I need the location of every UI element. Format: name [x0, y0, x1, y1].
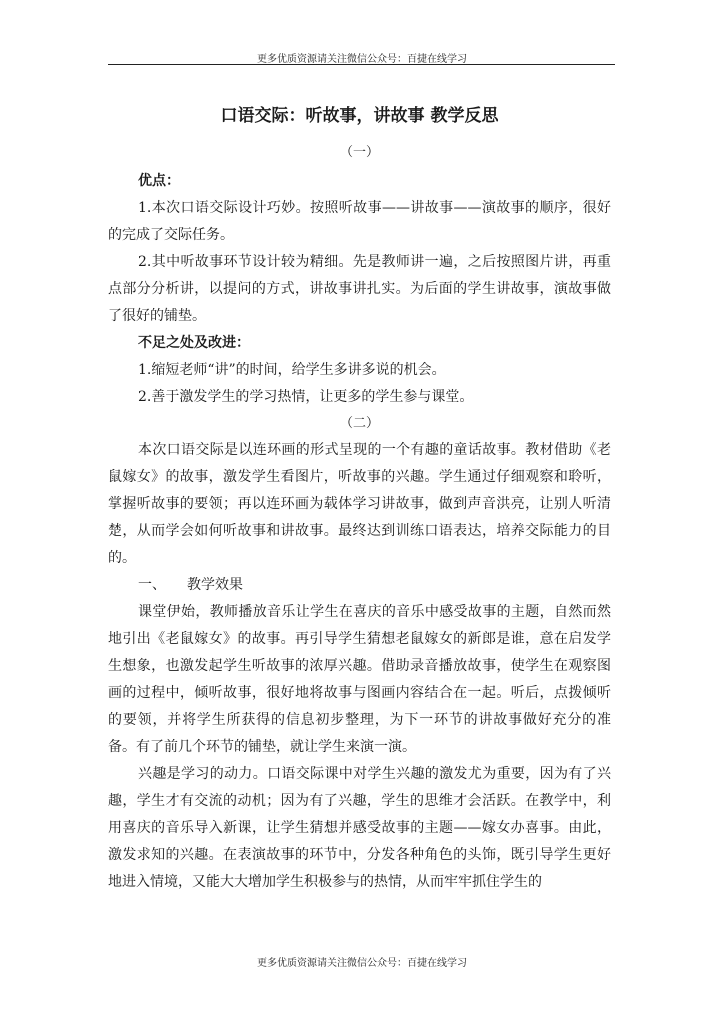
- improvement-item-2: 2.善于激发学生的学习热情，让更多的学生参与课堂。: [138, 389, 474, 405]
- footer-note: 更多优质资源请关注微信公众号：百捷在线学习: [257, 958, 467, 969]
- teaching-effect-heading: 一、 教学效果: [138, 577, 243, 593]
- improvement-heading: 不足之处及改进：: [138, 335, 250, 351]
- section-two-label: （二）: [339, 416, 379, 431]
- improvement-item-1: 1.缩短老师“讲”的时间，给学生多讲多说的机会。: [138, 362, 446, 378]
- document-title: 口语交际：听故事，讲故事 教学反思: [220, 106, 499, 126]
- strengths-heading: 优点：: [138, 173, 180, 189]
- document-body: [108, 100, 611, 896]
- section-two-intro: 本次口语交际是以连环画的形式呈现的一个有趣的童话故事。教材借助《老鼠嫁女》的故事，激发学生看图片，听故事的兴趣。学生通过仔细观察和聆听，掌握听故事的要领；再以连环画为载体学习讲故事，做到声音洪亮，让别人听清楚，从而学会如何听故事和讲故事。最终达到训练口语表达，培养交际能力的目的。: [108, 442, 611, 566]
- strength-item-2: 2.其中听故事环节设计较为精细。先是教师讲一遍，之后按照图片讲，再重点部分分析讲，以提问的方式，讲故事讲扎实。为后面的学生讲故事，演故事做了很好的铺垫。: [108, 254, 611, 324]
- header-divider: [108, 64, 615, 65]
- teaching-effect-paragraph-2: 兴趣是学习的动力。口语交际课中对学生兴趣的激发尤为重要，因为有了兴趣，学生才有交流的动机；因为有了兴趣，学生的思维才会活跃。在教学中，利用喜庆的音乐导入新课，让学生猜想并感受故事的主题——嫁女办喜事。由此，激发求知的兴趣。在表演故事的环节中，分发各种角色的头饰，既引导学生更好地进入情境，又能大大增加学生积极参与的热情，从而牢牢抓住学生的: [108, 766, 611, 890]
- header-note: 更多优质资源请关注微信公众号：百捷在线学习: [257, 54, 467, 65]
- section-one-label: （一）: [339, 145, 379, 160]
- teaching-effect-paragraph-1: 课堂伊始，教师播放音乐让学生在喜庆的音乐中感受故事的主题，自然而然地引出《老鼠嫁女》的故事。再引导学生猜想老鼠嫁女的新郎是谁，意在启发学生想象，也激发起学生听故事的浓厚兴趣。借助录音播放故事，使学生在观察图画的过程中，倾听故事，很好地将故事与图画内容结合在一起。听后，点拨倾听的要领，并将学生所获得的信息初步整理，为下一环节的讲故事做好充分的准备。有了前几个环节的铺垫，就让学生来演一演。: [108, 604, 611, 755]
- strength-item-1: 1.本次口语交际设计巧妙。按照听故事——讲故事——演故事的顺序，很好的完成了交际任务。: [108, 200, 611, 243]
